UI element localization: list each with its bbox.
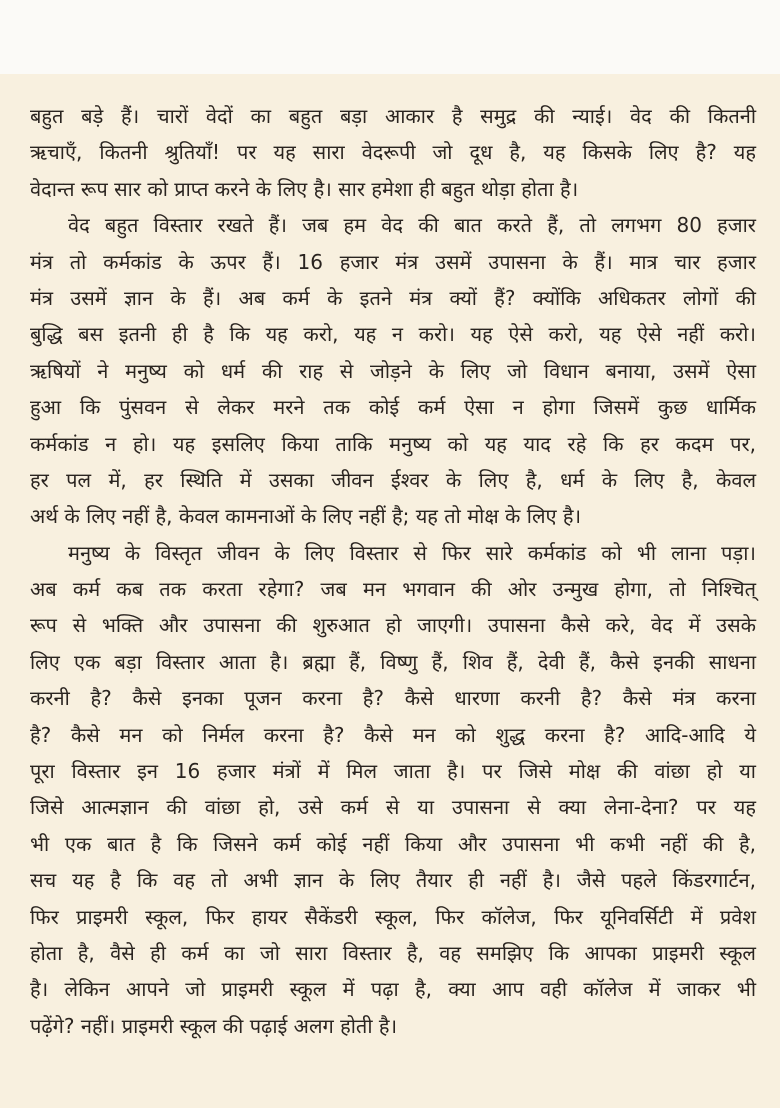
paragraph (30, 535, 756, 1044)
text-line: अर्थ के लिए नहीं है, केवल कामनाओं के लिए नहीं है; यह तो मोक्ष के लिए है। (30, 504, 582, 529)
text-line: करनी है? कैसे इनका पूजन करना है? कैसे धारणा करनी है? कैसे मंत्र करना (30, 686, 756, 711)
text-line: वेदान्त रूप सार को प्राप्त करने के लिए है। सार हमेशा ही बहुत थोड़ा होता है। (30, 176, 579, 201)
paragraph (30, 207, 756, 535)
text-line: सच यह है कि वह तो अभी ज्ञान के लिए तैयार ही नहीं है। जैसे पहले किंडरगार्टन, (30, 868, 756, 893)
text-line: रूप से भक्ति और उपासना की शुरुआत हो जाएगी। उपासना कैसे करे, वेद में उसके (30, 613, 756, 638)
text-line: पूरा विस्तार इन 16 हजार मंत्रों में मिल जाता है। पर जिसे मोक्ष की वांछा हो या (30, 759, 756, 784)
text-line: कर्मकांड न हो। यह इसलिए किया ताकि मनुष्य को यह याद रहे कि हर कदम पर, (30, 431, 756, 456)
text-line: मंत्र उसमें ज्ञान के हैं। अब कर्म के इतने मंत्र क्यों हैं? क्योंकि अधिकतर लोगों की (30, 285, 756, 310)
text-line: होता है, वैसे ही कर्म का जो सारा विस्तार है, वह समझिए कि आपका प्राइमरी स्कूल (30, 940, 756, 965)
text-line: भी एक बात है कि जिसने कर्म कोई नहीं किया और उपासना भी कभी नहीं की है, (30, 831, 756, 856)
page-text (30, 98, 756, 1044)
text-line: बहुत बड़े हैं। चारों वेदों का बहुत बड़ा आकार है समुद्र की न्याई। वेद की कितनी (30, 104, 756, 128)
text-line: पढ़ेंगे? नहीं। प्राइमरी स्कूल की पढ़ाई अलग होती है। (30, 1013, 398, 1038)
text-line: मंत्र तो कर्मकांड के ऊपर हैं। 16 हजार मंत्र उसमें उपासना के हैं। मात्र चार हजार (30, 249, 756, 274)
text-line: बुद्धि बस इतनी ही है कि यह करो, यह न करो। यह ऐसे करो, यह ऐसे नहीं करो। (30, 322, 756, 347)
text-line: वेद बहुत विस्तार रखते हैं। जब हम वेद की बात करते हैं, तो लगभग 80 हजार (68, 213, 756, 238)
text-line: है? कैसे मन को निर्मल करना है? कैसे मन को शुद्ध करना है? आदि-आदि ये (30, 722, 756, 747)
text-line: अब कर्म कब तक करता रहेगा? जब मन भगवान की ओर उन्मुख होगा, तो निश्चित् (30, 577, 756, 602)
book-page (0, 74, 780, 1108)
paragraph (30, 98, 756, 207)
text-line: हुआ कि पुंसवन से लेकर मरने तक कोई कर्म ऐसा न होगा जिसमें कुछ धार्मिक (30, 395, 756, 420)
text-line: ऋषियों ने मनुष्य को धर्म की राह से जोड़ने के लिए जो विधान बनाया, उसमें ऐसा (30, 358, 756, 383)
text-line: लिए एक बड़ा विस्तार आता है। ब्रह्मा हैं, विष्णु हैं, शिव हैं, देवी हैं, कैसे इनकी साधना (30, 649, 756, 674)
text-line: ऋचाएँ, कितनी श्रुतियाँ! पर यह सारा वेदरूपी जो दूध है, यह किसके लिए है? यह (30, 140, 756, 165)
text-line: मनुष्य के विस्तृत जीवन के लिए विस्तार से फिर सारे कर्मकांड को भी लाना पड़ा। (68, 540, 756, 565)
text-line: हर पल में, हर स्थिति में उसका जीवन ईश्वर के लिए है, धर्म के लिए है, केवल (30, 467, 756, 492)
text-line: है। लेकिन आपने जो प्राइमरी स्कूल में पढ़ा है, क्या आप वही कॉलेज में जाकर भी (30, 977, 756, 1002)
text-line: जिसे आत्मज्ञान की वांछा हो, उसे कर्म से या उपासना से क्या लेना-देना? पर यह (30, 795, 756, 820)
text-line: फिर प्राइमरी स्कूल, फिर हायर सैकेंडरी स्कूल, फिर कॉलेज, फिर यूनिवर्सिटी में प्रवेश (30, 904, 756, 929)
